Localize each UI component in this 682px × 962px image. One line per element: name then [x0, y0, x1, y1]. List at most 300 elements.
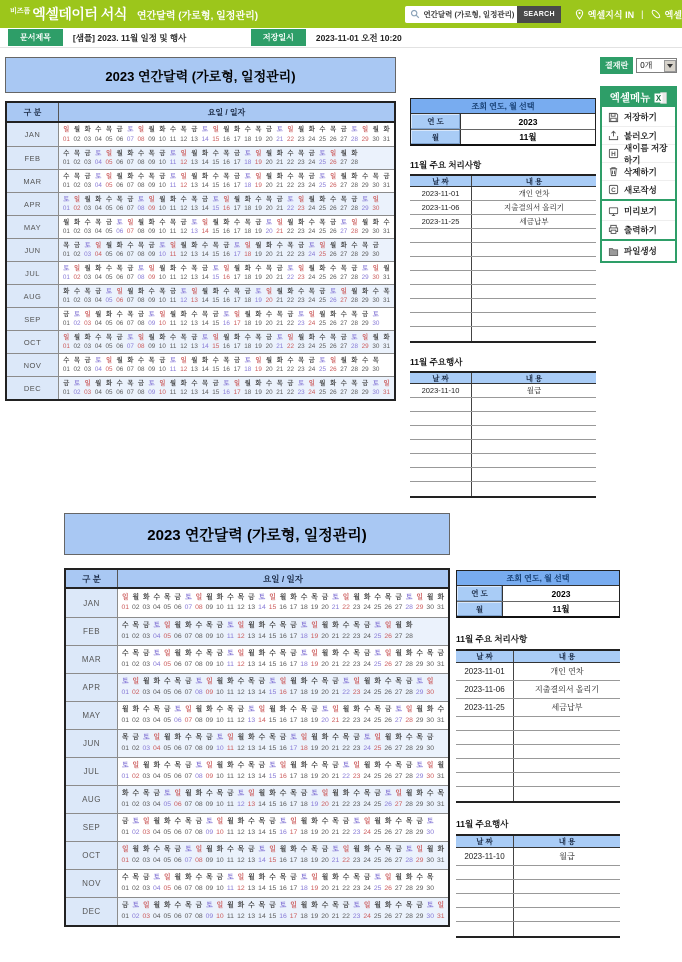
task-row[interactable]: [456, 663, 620, 681]
task-row-empty[interactable]: [410, 454, 596, 468]
excel-logo-icon: [654, 92, 667, 104]
date-number: 03: [84, 366, 92, 373]
excel-menu-title: 엑셀메뉴: [609, 92, 651, 104]
calendar-day-cell: [72, 170, 83, 192]
calendar-day-cell: [381, 308, 392, 330]
weekday-label: 화: [127, 356, 134, 364]
task-row-empty[interactable]: [410, 327, 596, 341]
weekday-label: 화: [321, 734, 329, 742]
date-number: 22: [286, 251, 294, 258]
date-number: 02: [131, 716, 140, 724]
task-date-cell: [456, 731, 514, 744]
search-value: 연간달력 (가로형, 일정관리): [423, 9, 515, 19]
date-number: 07: [126, 135, 134, 143]
weekday-label: 월: [148, 333, 155, 341]
date-number: 03: [142, 688, 151, 696]
date-number: 01: [62, 343, 70, 350]
calendar-day-cell: [157, 123, 168, 146]
date-number: 08: [137, 228, 145, 235]
file-create-icon: [608, 246, 619, 257]
date-number: 21: [276, 366, 284, 373]
task-content-cell: [514, 787, 620, 801]
task-row[interactable]: [410, 201, 596, 215]
date-number: 13: [247, 688, 256, 696]
calendar-day-cell: [246, 702, 257, 729]
task-content-cell: [472, 440, 596, 453]
weekday-label: 화: [164, 818, 171, 826]
calendar-day-cell: [72, 285, 83, 307]
calendar-day-cell: [330, 646, 341, 673]
calendar-day-cell: [299, 730, 310, 757]
date-number: 11: [226, 800, 234, 808]
task-content-cell: [472, 468, 596, 481]
date-number: 15: [212, 274, 220, 281]
calendar-day-cell: [61, 239, 72, 261]
task-row-empty[interactable]: [456, 880, 620, 894]
calendar-day-cell: [178, 377, 189, 399]
weekday-label: 화: [244, 264, 251, 272]
new-doc-menu-item[interactable]: [602, 180, 675, 198]
date-number: 04: [153, 912, 161, 920]
weekday-label: 수: [437, 706, 445, 714]
weekday-label: 수: [63, 356, 70, 364]
calendar-day-cell: [125, 331, 136, 353]
weekday-label: 금: [202, 195, 209, 203]
year-value-select[interactable]: 2023: [461, 114, 595, 129]
weekday-label: 일: [148, 195, 155, 203]
calendar-day-cell: [288, 898, 299, 925]
date-number: 08: [137, 205, 145, 212]
weekday-label: 일: [237, 650, 245, 658]
weekday-label: 수: [308, 218, 315, 226]
weekday-label: 금: [216, 874, 224, 882]
calendar-day-cell: [141, 898, 152, 925]
weekday-label: 목: [148, 356, 155, 364]
calendar-day-cell: [306, 331, 317, 353]
calendar-day-cell: [257, 589, 268, 617]
task-row-empty[interactable]: [410, 468, 596, 482]
date-number: 12: [237, 828, 245, 836]
calendar-day-cell: [178, 239, 189, 261]
calendar-days: [118, 702, 448, 729]
calendar-day-cell: [152, 842, 163, 869]
date-number: 12: [180, 297, 188, 304]
date-number: 06: [116, 205, 124, 212]
calendar-day-cell: [285, 170, 296, 192]
weekday-label: 화: [300, 762, 308, 770]
calendar-day-cell: [360, 308, 371, 330]
events-table: [456, 834, 620, 938]
calendar-day-cell: [330, 618, 341, 645]
weekday-label: 목: [255, 126, 262, 134]
menu-group-output: [602, 201, 675, 241]
calendar-day-cell: [306, 308, 317, 330]
date-number: 20: [265, 389, 273, 396]
task-content-cell: [472, 426, 596, 439]
calendar-day-cell: [296, 170, 307, 192]
weekday-label: 토: [374, 650, 381, 658]
task-row-empty[interactable]: [456, 759, 620, 773]
date-number: 16: [222, 297, 230, 304]
weekday-label: 목: [73, 356, 81, 364]
menu-item-label: 삭제하기: [624, 166, 657, 177]
weekday-label: 일: [342, 846, 350, 854]
calendar-day-cell: [257, 674, 268, 701]
date-number: 04: [94, 251, 102, 258]
task-date-cell: [410, 243, 472, 256]
date-number: 10: [216, 912, 224, 920]
save-menu-item[interactable]: [602, 108, 675, 126]
calendar-day-cell: [383, 702, 394, 729]
date-number: 18: [300, 660, 308, 668]
task-row-empty[interactable]: [410, 313, 596, 327]
task-row-empty[interactable]: [410, 412, 596, 426]
header-links: [575, 8, 682, 21]
date-number: 22: [342, 716, 350, 724]
date-number: 04: [153, 772, 161, 780]
calendar-day-cell: [381, 216, 392, 238]
calendar-day-cell: [296, 377, 307, 399]
weekday-label: 목: [202, 379, 209, 387]
weekday-label: 월: [266, 356, 273, 364]
year-label: 연 도: [411, 114, 461, 129]
calendar-day-cell: [61, 170, 72, 192]
calendar-day-cell: [242, 331, 253, 353]
weekday-label: 토: [185, 846, 192, 854]
weekday-label: 목: [308, 287, 315, 295]
weekday-label: 화: [287, 287, 294, 295]
calendar-day-cell: [232, 147, 243, 169]
calendar-day-cell: [381, 170, 392, 192]
weekday-label: 월: [164, 734, 171, 742]
date-number: 19: [254, 182, 262, 189]
calendar-day-cell: [370, 147, 381, 169]
task-row-empty[interactable]: [410, 482, 596, 496]
task-row[interactable]: [410, 384, 596, 398]
date-number: 18: [244, 320, 252, 327]
date-number: 29: [361, 320, 369, 327]
preview-menu-item[interactable]: [602, 202, 675, 220]
date-number: 13: [247, 772, 256, 780]
calendar-day-cell: [221, 123, 232, 146]
calendar-day-cell: [306, 285, 317, 307]
date-number: 04: [153, 632, 161, 640]
task-row[interactable]: [410, 215, 596, 229]
weekday-label: 화: [351, 149, 358, 157]
task-row-empty[interactable]: [456, 908, 620, 922]
task-row-empty[interactable]: [456, 866, 620, 880]
task-row[interactable]: [456, 681, 620, 699]
calendar-day-cell: [414, 898, 425, 925]
weekday-label: 일: [223, 195, 230, 203]
weekday-label: 금: [73, 241, 81, 249]
brand-logo[interactable]: [10, 4, 127, 24]
date-number: 07: [184, 660, 193, 668]
calendar-day-cell: [360, 262, 371, 284]
date-number: 15: [268, 912, 277, 920]
calendar-day-cell: [152, 646, 163, 673]
weekday-label: 토: [73, 379, 81, 387]
calendar-day-cell: [370, 170, 381, 192]
calendar-day-cell: [210, 216, 221, 238]
weekday-label: 토: [185, 593, 192, 601]
date-number: 08: [195, 716, 203, 724]
task-row-empty[interactable]: [410, 229, 596, 243]
excel-menu-box: [600, 86, 677, 263]
save-as-menu-item[interactable]: [602, 142, 675, 165]
calendar-day-cell: [264, 170, 275, 192]
weekday-label: 수: [216, 706, 224, 714]
task-row-empty[interactable]: [410, 426, 596, 440]
calendar-day-cell: [341, 674, 352, 701]
task-row-empty[interactable]: [456, 731, 620, 745]
weekday-label: 금: [353, 734, 360, 742]
date-number: 12: [237, 744, 245, 752]
calendar-day-cell: [200, 147, 211, 169]
weekday-label: 월: [330, 241, 337, 249]
calendar-day-cell: [278, 674, 289, 701]
calendar-day-cell: [141, 589, 152, 617]
weekday-label: 화: [255, 379, 262, 387]
weekday-label: 목: [170, 218, 177, 226]
weekday-label: 수: [206, 790, 213, 798]
date-number: 31: [436, 772, 445, 780]
calendar-day-cell: [204, 870, 215, 897]
weekday-label: 일: [279, 678, 287, 686]
calendar-month-label: APR: [7, 193, 59, 215]
weekday-label: 목: [340, 264, 347, 272]
weekday-label: 수: [159, 218, 166, 226]
date-number: 23: [297, 343, 305, 350]
date-number: 23: [352, 660, 361, 668]
date-number: 10: [158, 343, 166, 350]
weekday-label: 월: [426, 846, 434, 854]
weekday-label: 월: [148, 126, 155, 134]
weekday-label: 수: [73, 287, 81, 295]
calendar-day-cell: [338, 354, 349, 376]
weekday-label: 수: [342, 622, 350, 630]
print-menu-item[interactable]: [602, 220, 675, 238]
date-number: 04: [153, 688, 161, 696]
calendar-day-cell: [246, 674, 257, 701]
weekday-label: 토: [353, 902, 360, 910]
weekday-label: 일: [121, 593, 129, 601]
calendar-day-cell: [210, 147, 221, 169]
task-content-cell: 지출결의서 올리기: [503, 203, 565, 212]
tasks-date-header: 날 짜: [456, 651, 514, 662]
date-number: 22: [342, 604, 350, 611]
calendar-day-cell: [200, 308, 211, 330]
date-number: 07: [184, 912, 193, 920]
date-number: 09: [205, 660, 214, 668]
task-row-empty[interactable]: [456, 745, 620, 759]
calendar-day-cell: [309, 870, 320, 897]
weekday-label: 월: [137, 218, 145, 226]
calendar-day-cell: [194, 618, 205, 645]
task-row-empty[interactable]: [456, 894, 620, 908]
calendar-day-cell: [246, 646, 257, 673]
calendar-day-cell: [288, 618, 299, 645]
task-row-empty[interactable]: [410, 271, 596, 285]
new-doc-icon: [608, 184, 619, 195]
calendar-day-cell: [285, 377, 296, 399]
calendar-day-cell: [267, 842, 278, 869]
date-number: 23: [352, 884, 361, 892]
excel-knowledge-link[interactable]: 엑셀지식 IN: [587, 9, 635, 20]
svg-text:X: X: [656, 93, 662, 103]
weekday-label: 일: [116, 287, 123, 295]
calendar-day-cell: [278, 646, 289, 673]
calendar-day-cell: [136, 262, 147, 284]
events-content-header: 내 용: [558, 837, 576, 846]
calendar-day-cell: [72, 354, 83, 376]
weekday-label: 금: [255, 218, 262, 226]
task-row-empty[interactable]: [410, 299, 596, 313]
calendar-day-cell: [267, 618, 278, 645]
calendar-day-cell: [383, 646, 394, 673]
dropdown-button[interactable]: [664, 60, 676, 72]
calendar-days: [118, 786, 448, 813]
calendar-day-cell: [114, 377, 125, 399]
date-number: 16: [222, 343, 230, 350]
task-row-empty[interactable]: [410, 243, 596, 257]
search-input[interactable]: [405, 6, 517, 23]
calendar-day-cell: [309, 786, 320, 813]
weekday-label: 토: [290, 734, 297, 742]
calendar-day-cell: [72, 216, 83, 238]
weekday-label: 금: [137, 379, 145, 387]
task-row[interactable]: [456, 848, 620, 866]
date-number: 06: [174, 800, 182, 808]
weekday-label: 일: [164, 622, 171, 630]
weekday-label: 토: [195, 762, 203, 770]
date-number: 25: [318, 297, 326, 304]
calendar-day-cell: [146, 308, 157, 330]
calendar-day-cell: [82, 308, 93, 330]
weekday-label: 금: [416, 902, 423, 910]
weekday-label: 일: [374, 734, 381, 742]
weekday-label: 토: [143, 734, 150, 742]
weekday-label: 화: [202, 172, 209, 180]
weekday-label: 월: [308, 264, 315, 272]
weekday-label: 수: [244, 126, 251, 134]
task-row-empty[interactable]: [410, 285, 596, 299]
month-value-select[interactable]: 11월: [461, 130, 595, 144]
date-number: 28: [405, 884, 413, 892]
task-row-empty[interactable]: [410, 398, 596, 412]
calendar-day-cell: [414, 674, 425, 701]
date-number: 24: [308, 228, 316, 235]
task-row[interactable]: [456, 699, 620, 717]
calendar-day-cell: [317, 239, 328, 261]
date-number: 01: [121, 604, 130, 611]
task-row-empty[interactable]: [410, 440, 596, 454]
tasks-header-row: [410, 174, 596, 187]
date-number: 23: [297, 251, 305, 258]
weekday-label: 토: [180, 287, 187, 295]
date-number: 01: [121, 632, 130, 640]
date-number: 22: [342, 772, 350, 780]
calendar-day-cell: [381, 193, 392, 215]
date-number: 02: [131, 800, 140, 808]
calendar-day-cell: [61, 216, 72, 238]
weekday-label: 수: [266, 379, 273, 387]
calendar-days: [118, 674, 448, 701]
date-number: 03: [84, 389, 92, 396]
weekday-label: 토: [298, 379, 305, 387]
weekday-label: 화: [105, 379, 113, 387]
calendar-day-cell: [178, 216, 189, 238]
weekday-label: 일: [180, 149, 187, 157]
calendar-day-cell: [131, 730, 142, 757]
calendar-day-cell: [309, 898, 320, 925]
date-number: 27: [340, 159, 348, 166]
approval-count-select[interactable]: [636, 58, 677, 73]
date-number: 12: [237, 772, 245, 780]
task-row[interactable]: [410, 187, 596, 201]
calendar-day-cell: [72, 377, 83, 399]
weekday-label: 목: [395, 762, 402, 770]
date-number: 09: [205, 688, 214, 696]
weekday-label: 수: [266, 310, 273, 318]
weekday-label: 수: [84, 218, 91, 226]
date-number: 14: [258, 772, 266, 780]
task-row-empty[interactable]: [456, 922, 620, 936]
weekday-label: 토: [223, 379, 230, 387]
date-number: 01: [62, 366, 70, 373]
weekday-label: 월: [174, 650, 182, 658]
calendar-day-cell: [299, 674, 310, 701]
calendar-day-cell: [194, 702, 205, 729]
date-number: 22: [342, 800, 350, 808]
search-button[interactable]: SEARCH: [517, 6, 560, 23]
calendar-day-cell: [320, 618, 331, 645]
date-number: 26: [329, 389, 337, 396]
date-number: 19: [310, 800, 319, 808]
date-number: 22: [342, 884, 350, 892]
weekday-label: 월: [384, 734, 392, 742]
task-content-cell: [472, 271, 596, 284]
date-number: 25: [373, 772, 382, 780]
date-number: 08: [137, 251, 145, 258]
task-row-empty[interactable]: [456, 773, 620, 787]
weekday-label: 금: [234, 172, 241, 180]
date-number: 07: [184, 800, 193, 808]
weekday-label: 화: [137, 287, 145, 295]
weekday-label: 금: [258, 762, 266, 770]
weekday-label: 금: [330, 218, 337, 226]
task-row-empty[interactable]: [456, 717, 620, 731]
calendar-day-cell: [93, 170, 104, 192]
date-number: 02: [131, 632, 140, 640]
task-date-cell: [410, 440, 472, 453]
date-number: 17: [233, 205, 241, 212]
task-row-empty[interactable]: [456, 787, 620, 801]
weekday-label: 수: [148, 287, 155, 295]
task-row-empty[interactable]: [410, 257, 596, 271]
date-number: 29: [415, 856, 424, 864]
file-create-menu-item[interactable]: [602, 242, 675, 260]
phone-link[interactable]: 엑셀: [664, 9, 682, 20]
date-number: 30: [372, 251, 380, 258]
date-number: 29: [361, 135, 369, 143]
date-number: 18: [300, 828, 308, 836]
date-number: 11: [169, 366, 177, 373]
calendar-day-cell: [414, 646, 425, 673]
calendar-day-cell: [257, 842, 268, 869]
date-number: 10: [216, 716, 224, 724]
weekday-label: 목: [105, 126, 113, 134]
